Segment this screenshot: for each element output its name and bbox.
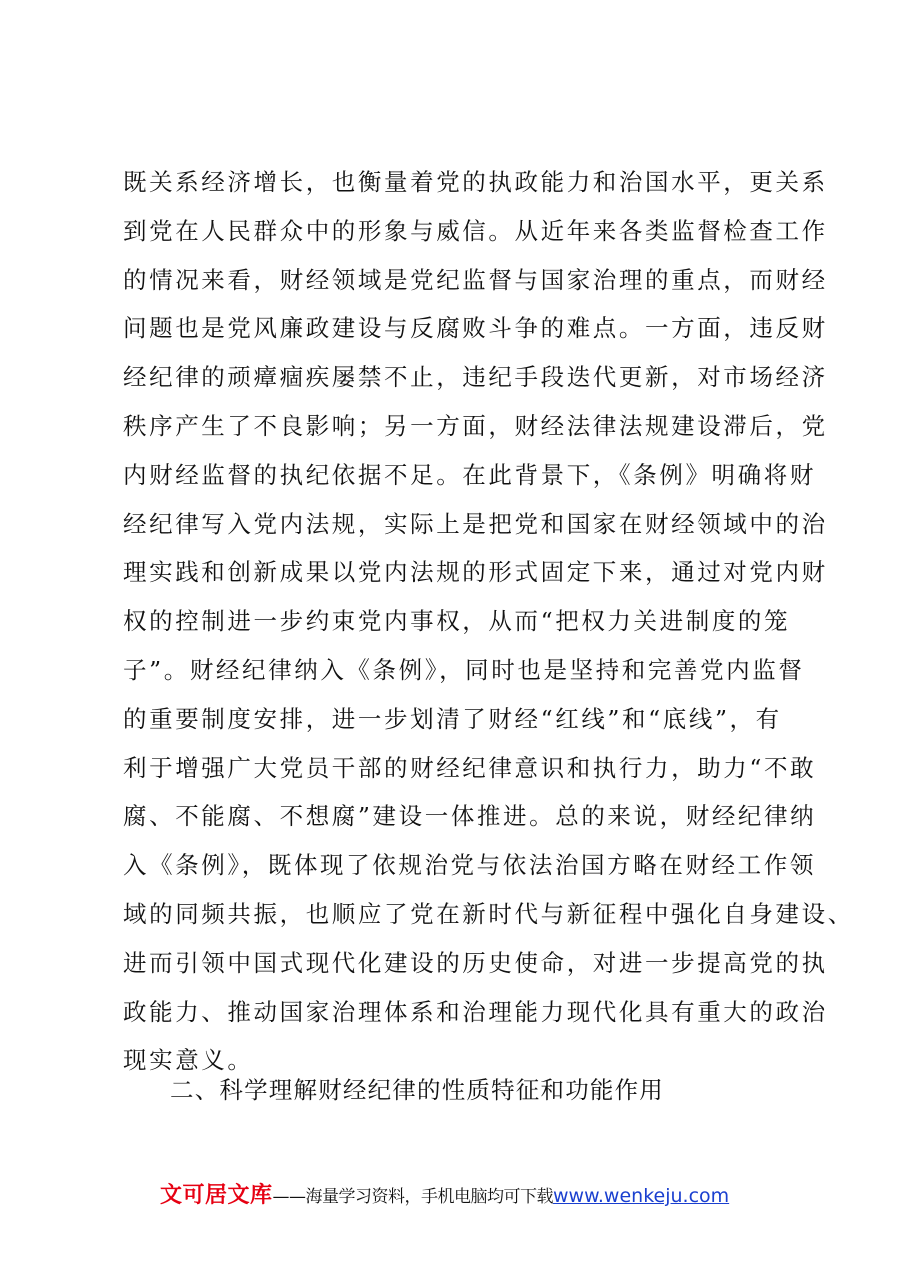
text-line: 进而引领中国式现代化建设的历史使命，对进一步提高党的执 <box>123 948 828 977</box>
text-line: 域的同频共振，也顺应了党在新时代与新征程中强化自身建设、 <box>123 899 854 928</box>
text-line: 内财经监督的执纪依据不足。在此背景下，《条例》明确将财 <box>123 460 816 489</box>
text-line: 的重要制度安排，进一步划清了财经“红线”和“底线”，有 <box>123 704 782 733</box>
text-line: 腐、不能腐、不想腐”建设一体推进。总的来说，财经纪律纳 <box>123 802 817 831</box>
footer-link[interactable]: www.wenkeju.com <box>553 1185 730 1207</box>
text-line: 权的控制进一步约束党内事权，从而“把权力关进制度的笼 <box>123 607 791 636</box>
text-line: 到党在人民群众中的形象与威信。从近年来各类监督检查工作 <box>123 216 828 245</box>
footer-brand: 文可居文库 <box>160 1183 273 1208</box>
text-line: 问题也是党风廉政建设与反腐败斗争的难点。一方面，违反财 <box>123 314 828 343</box>
text-line: 既关系经济增长，也衡量着党的执政能力和治国水平，更关系 <box>123 168 828 196</box>
text-line: 现实意义。 <box>123 1046 254 1075</box>
text-line: 入《条例》，既体现了依规治党与依法治国方略在财经工作领 <box>123 851 816 880</box>
text-line: 秩序产生了不良影响；另一方面，财经法律法规建设滞后，党 <box>123 411 828 440</box>
text-line: 子”。财经纪律纳入《条例》，同时也是坚持和完善党内监督 <box>123 655 805 684</box>
text-line: 的情况来看，财经领域是党纪监督与国家治理的重点，而财经 <box>123 265 828 294</box>
body-paragraph <box>123 158 854 1085</box>
footer-tagline: ——海量学习资料，手机电脑均可下载 <box>272 1187 554 1207</box>
text-line: 经纪律的顽瘴痼疾屡禁不止，违纪手段迭代更新，对市场经济 <box>123 363 828 392</box>
text-line: 经纪律写入党内法规，实际上是把党和国家在财经领域中的治 <box>123 509 828 538</box>
text-line: 政能力、推动国家治理体系和治理能力现代化具有重大的政治 <box>123 997 828 1026</box>
footer-banner <box>160 1178 729 1214</box>
text-line: 理实践和创新成果以党内法规的形式固定下来，通过对党内财 <box>123 558 828 587</box>
section-heading: 二、科学理解财经纪律的性质特征和功能作用 <box>170 1076 664 1104</box>
text-line: 利于增强广大党员干部的财经纪律意识和执行力，助力“不敢 <box>123 753 817 782</box>
